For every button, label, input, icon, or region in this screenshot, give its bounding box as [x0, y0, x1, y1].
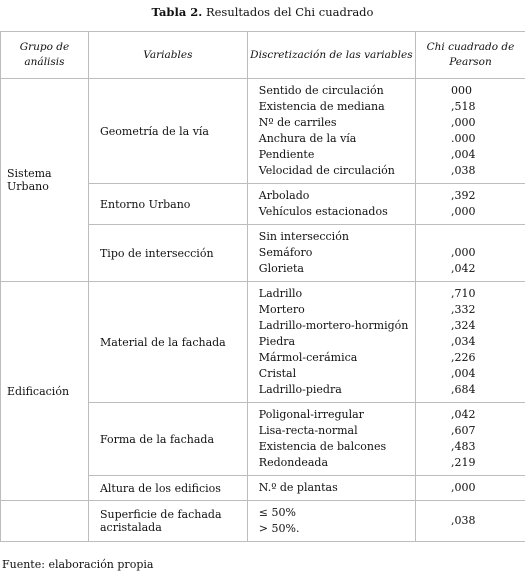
- table-row: [1, 282, 525, 403]
- chi-value: ,038: [450, 514, 476, 527]
- chi-cell: [415, 476, 525, 501]
- discretization-item: Redondeada: [258, 456, 329, 469]
- discretization-item: Poligonal-irregular: [258, 408, 364, 421]
- discretization-cell: [247, 184, 415, 225]
- chi-value: ,518: [450, 100, 476, 113]
- discretization-item: Piedra: [258, 335, 296, 348]
- chi-cell: [415, 501, 525, 542]
- table-row: [1, 501, 525, 542]
- variable-cell: Geometría de la vía: [88, 79, 247, 184]
- chi-value: ,483: [450, 440, 476, 453]
- chi-value: .000: [450, 132, 476, 145]
- chi-value: ,038: [450, 164, 476, 177]
- header-group: Grupo de análisis: [1, 32, 89, 79]
- chi-cell: [415, 282, 525, 403]
- header-variables: Variables: [88, 32, 247, 79]
- variable-cell: Material de la fachada: [88, 282, 247, 403]
- discretization-item: Cristal: [258, 367, 297, 380]
- table-body: [1, 79, 525, 542]
- chi-value: ,000: [450, 246, 476, 259]
- discretization-item: ≤ 50%: [258, 506, 296, 519]
- header-chi: Chi cuadrado de Pearson: [415, 32, 525, 79]
- chi-value: ,226: [450, 351, 476, 364]
- discretization-item: Ladrillo-piedra: [258, 383, 342, 396]
- discretization-item: Sin intersección: [258, 230, 349, 243]
- discretization-item: Existencia de mediana: [258, 100, 385, 113]
- variable-cell: Forma de la fachada: [88, 403, 247, 476]
- discretization-cell: [247, 79, 415, 184]
- discretization-item: Anchura de la vía: [258, 132, 357, 145]
- discretization-cell: [247, 501, 415, 542]
- discretization-item: Nº de carriles: [258, 116, 337, 129]
- source-note: Fuente: elaboración propia: [2, 558, 154, 571]
- table-caption: [0, 5, 525, 19]
- chi-value: [451, 229, 525, 245]
- chi-value: ,000: [450, 481, 476, 494]
- header-row: [1, 32, 525, 79]
- chi-cell: [415, 79, 525, 184]
- discretization-item: Ladrillo: [258, 287, 303, 300]
- discretization-item: Vehículos estacionados: [258, 205, 388, 218]
- chi-value: 000: [450, 84, 472, 97]
- chi-value: ,392: [450, 189, 476, 202]
- chi-value: ,004: [450, 148, 476, 161]
- discretization-item: Velocidad de circulación: [258, 164, 395, 177]
- discretization-item: Pendiente: [258, 148, 315, 161]
- chi-value: ,000: [450, 116, 476, 129]
- variable-cell: Tipo de intersección: [88, 225, 247, 282]
- discretization-cell: [247, 403, 415, 476]
- chi-value: ,684: [450, 383, 476, 396]
- header-discretization: Discretización de las variables: [247, 32, 415, 79]
- chi-value: ,219: [450, 456, 476, 469]
- table-title: Resultados del Chi cuadrado: [202, 5, 374, 19]
- discretization-item: Lisa-recta-normal: [258, 424, 358, 437]
- discretization-cell: [247, 282, 415, 403]
- discretization-item: > 50%.: [258, 522, 300, 535]
- chi-value: ,004: [450, 367, 476, 380]
- chi-value: ,607: [450, 424, 476, 437]
- discretization-item: N.º de plantas: [258, 481, 338, 494]
- chi-cell: [415, 184, 525, 225]
- discretization-item: Mortero: [258, 303, 305, 316]
- chi-value: ,710: [450, 287, 476, 300]
- chi-value: ,042: [450, 408, 476, 421]
- variable-cell: Superficie de fachada acristalada: [88, 501, 247, 542]
- results-table: [0, 31, 525, 542]
- group-cell: [1, 501, 89, 542]
- chi-value: ,324: [450, 319, 476, 332]
- table-number: Tabla 2.: [151, 5, 203, 19]
- chi-cell: [415, 225, 525, 282]
- discretization-item: Existencia de balcones: [258, 440, 387, 453]
- group-cell: Sistema Urbano: [1, 79, 89, 282]
- discretization-item: Arbolado: [258, 189, 310, 202]
- chi-value: ,332: [450, 303, 476, 316]
- discretization-item: Semáforo: [258, 246, 313, 259]
- chi-cell: [415, 403, 525, 476]
- discretization-item: Sentido de circulación: [258, 84, 384, 97]
- variable-cell: Entorno Urbano: [88, 184, 247, 225]
- discretization-item: Glorieta: [258, 262, 304, 275]
- chi-value: ,042: [450, 262, 476, 275]
- chi-value: ,000: [450, 205, 476, 218]
- discretization-item: Mármol-cerámica: [258, 351, 358, 364]
- discretization-item: Ladrillo-mortero-hormigón: [258, 319, 409, 332]
- table-row: [1, 79, 525, 184]
- group-cell: Edificación: [1, 282, 89, 501]
- discretization-cell: [247, 476, 415, 501]
- chi-value: ,034: [450, 335, 476, 348]
- variable-cell: Altura de los edificios: [88, 476, 247, 501]
- discretization-cell: [247, 225, 415, 282]
